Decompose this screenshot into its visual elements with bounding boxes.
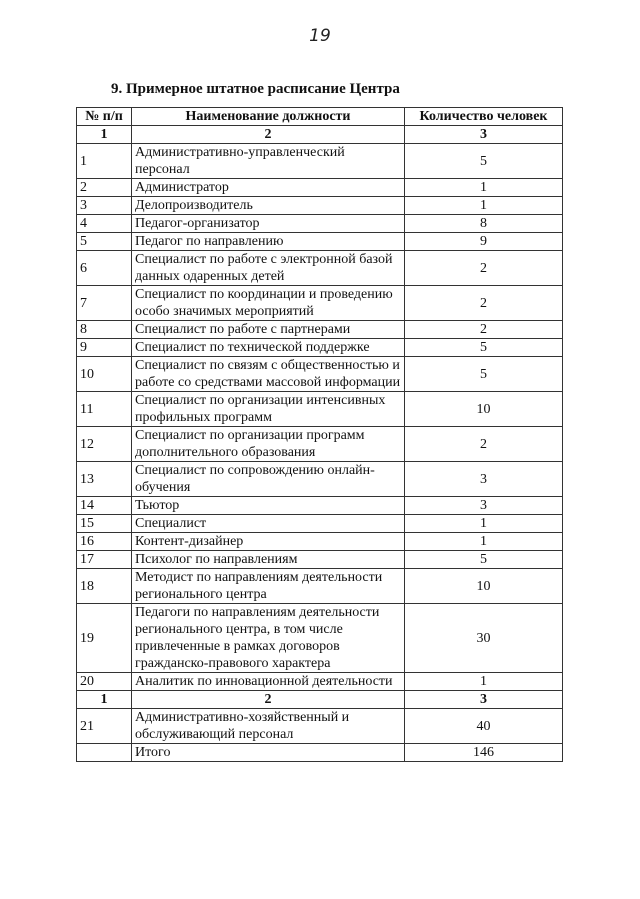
header-row [77,108,563,126]
row-number: 11 [77,392,132,427]
column-number: 1 [77,126,132,144]
headcount: 3 [405,462,563,497]
total-count: 146 [405,744,563,762]
row-number: 10 [77,357,132,392]
row-number: 21 [77,709,132,744]
position-name: Педагог-организатор [132,215,405,233]
position-name: Психолог по направлениям [132,551,405,569]
column-number: 2 [132,126,405,144]
header-count: Количество человек [405,108,563,126]
position-name: Специалист по связям с общественностью и работе со средствами массовой информации [132,357,405,392]
position-name: Специалист по координации и проведению особо значимых мероприятий [132,286,405,321]
position-name: Тьютор [132,497,405,515]
table-row [77,462,563,497]
row-number: 6 [77,251,132,286]
table-row [77,427,563,462]
table-row [77,551,563,569]
position-name: Контент-дизайнер [132,533,405,551]
headcount: 1 [405,515,563,533]
table-row [77,709,563,744]
position-name: Администратор [132,179,405,197]
row-number: 13 [77,462,132,497]
headcount: 2 [405,251,563,286]
headcount: 3 [405,497,563,515]
table-row [77,533,563,551]
headcount: 5 [405,357,563,392]
row-number: 7 [77,286,132,321]
headcount: 40 [405,709,563,744]
position-name: Специалист по работе с партнерами [132,321,405,339]
position-name: Специалист по сопровождению онлайн-обучения [132,462,405,497]
header-position: Наименование должности [132,108,405,126]
headcount: 10 [405,569,563,604]
table-row [77,497,563,515]
position-name: Методист по направлениям деятельности регионального центра [132,569,405,604]
row-number: 5 [77,233,132,251]
table-row [77,233,563,251]
column-number: 1 [77,691,132,709]
staff-table [76,107,563,762]
position-name: Специалист по организации программ дополнительного образования [132,427,405,462]
row-number: 15 [77,515,132,533]
table-row [77,251,563,286]
position-name: Административно-хозяйственный и обслуживающий персонал [132,709,405,744]
table-row [77,569,563,604]
table-row [77,392,563,427]
position-name: Административно-управленческий персонал [132,144,405,179]
row-number: 8 [77,321,132,339]
position-name: Педагог по направлению [132,233,405,251]
table-row [77,179,563,197]
position-name: Делопроизводитель [132,197,405,215]
headcount: 1 [405,533,563,551]
headcount: 1 [405,197,563,215]
headcount: 9 [405,233,563,251]
headcount: 5 [405,551,563,569]
row-number: 9 [77,339,132,357]
total-label: Итого [132,744,405,762]
table-row [77,357,563,392]
headcount: 2 [405,286,563,321]
headcount: 1 [405,179,563,197]
headcount: 2 [405,321,563,339]
position-name: Специалист по организации интенсивных профильных программ [132,392,405,427]
headcount: 10 [405,392,563,427]
column-number-row [77,691,563,709]
page-number: 19 [309,26,331,46]
table-row [77,144,563,179]
position-name: Педагоги по направлениям деятельности регионального центра, в том числе привлеченные в рамках договоров гражданско-правового характера [132,604,405,673]
position-name: Аналитик по инновационной деятельности [132,673,405,691]
total-row [77,744,563,762]
row-number: 14 [77,497,132,515]
total-number [77,744,132,762]
headcount: 2 [405,427,563,462]
column-number: 3 [405,691,563,709]
column-number-row [77,126,563,144]
table-row [77,673,563,691]
row-number: 2 [77,179,132,197]
row-number: 3 [77,197,132,215]
column-number: 3 [405,126,563,144]
row-number: 17 [77,551,132,569]
position-name: Специалист [132,515,405,533]
row-number: 1 [77,144,132,179]
row-number: 20 [77,673,132,691]
table-row [77,197,563,215]
section-heading: 9. Примерное штатное расписание Центра [111,81,400,97]
table-row [77,515,563,533]
table-row [77,215,563,233]
row-number: 4 [77,215,132,233]
header-num: № п/п [77,108,132,126]
position-name: Специалист по работе с электронной базой данных одаренных детей [132,251,405,286]
table-row [77,604,563,673]
position-name: Специалист по технической поддержке [132,339,405,357]
headcount: 5 [405,339,563,357]
table-row [77,339,563,357]
table-row [77,286,563,321]
headcount: 5 [405,144,563,179]
headcount: 1 [405,673,563,691]
headcount: 30 [405,604,563,673]
headcount: 8 [405,215,563,233]
column-number: 2 [132,691,405,709]
table-row [77,321,563,339]
row-number: 12 [77,427,132,462]
row-number: 18 [77,569,132,604]
row-number: 19 [77,604,132,673]
row-number: 16 [77,533,132,551]
